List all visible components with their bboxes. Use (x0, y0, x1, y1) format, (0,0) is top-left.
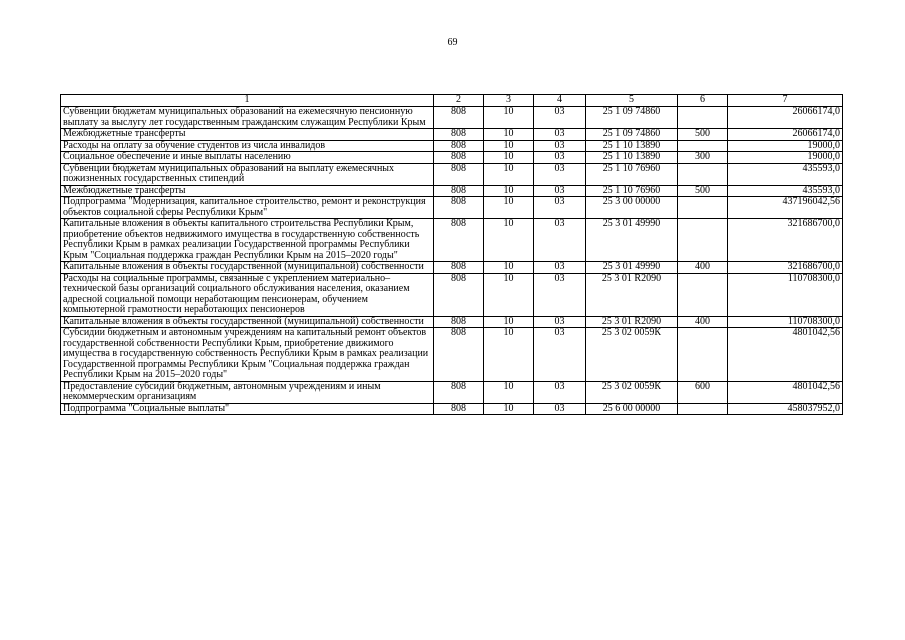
row-ved-code: 808 (434, 316, 484, 328)
table-row (61, 129, 843, 141)
table-row (61, 107, 843, 129)
row-subsection-code: 03 (534, 107, 586, 129)
column-header: 1 (61, 95, 434, 107)
column-header: 7 (728, 95, 843, 107)
row-name: Субвенции бюджетам муниципальных образований на ежемесячную пенсионную выплату за выслугу лет государственным гражданским служащим Республики Крым (61, 107, 434, 129)
table-row (61, 197, 843, 219)
table-row (61, 403, 843, 415)
row-section-code: 10 (484, 262, 534, 274)
row-subsection-code: 03 (534, 219, 586, 262)
row-section-code: 10 (484, 107, 534, 129)
row-name: Подпрограмма "Социальные выплаты" (61, 403, 434, 415)
table-row (61, 219, 843, 262)
row-name: Капитальные вложения в объекты капитального строительства Республики Крым, приобретение объектов недвижимого имущества в государственную собственность Республики Крым в рамках реализации Государственной программы Республики Крым "Социальная поддержка граждан Республики Крым на 2015–2020 годы" (61, 219, 434, 262)
row-target-article: 25 1 10 76960 (586, 163, 678, 185)
row-target-article: 25 3 01 R2090 (586, 273, 678, 316)
column-header: 5 (586, 95, 678, 107)
row-name: Предоставление субсидий бюджетным, автономным учреждениям и иным некоммерческим организациям (61, 381, 434, 403)
row-amount: 26066174,0 (728, 129, 843, 141)
row-name: Капитальные вложения в объекты государственной (муниципальной) собственности (61, 316, 434, 328)
table-row (61, 328, 843, 382)
row-section-code: 10 (484, 403, 534, 415)
row-section-code: 10 (484, 219, 534, 262)
table-row (61, 185, 843, 197)
row-subsection-code: 03 (534, 328, 586, 382)
row-name: Межбюджетные трансферты (61, 129, 434, 141)
column-header: 4 (534, 95, 586, 107)
row-section-code: 10 (484, 381, 534, 403)
table-header-row (61, 95, 843, 107)
row-amount: 19000,0 (728, 140, 843, 152)
table-row (61, 316, 843, 328)
row-amount: 435593,0 (728, 185, 843, 197)
row-ved-code: 808 (434, 163, 484, 185)
budget-table (60, 94, 843, 415)
column-header: 2 (434, 95, 484, 107)
row-name: Субвенции бюджетам муниципальных образований на выплату ежемесячных пожизненных государственных стипендий (61, 163, 434, 185)
row-subsection-code: 03 (534, 129, 586, 141)
row-amount: 458037952,0 (728, 403, 843, 415)
row-ved-code: 808 (434, 129, 484, 141)
row-ved-code: 808 (434, 185, 484, 197)
row-amount: 435593,0 (728, 163, 843, 185)
row-ved-code: 808 (434, 328, 484, 382)
row-name: Социальное обеспечение и иные выплаты населению (61, 152, 434, 164)
table-row (61, 152, 843, 164)
row-section-code: 10 (484, 197, 534, 219)
row-amount: 437196042,56 (728, 197, 843, 219)
row-amount: 110708300,0 (728, 316, 843, 328)
column-header: 6 (678, 95, 728, 107)
row-section-code: 10 (484, 328, 534, 382)
row-target-article: 25 3 01 49990 (586, 262, 678, 274)
row-subsection-code: 03 (534, 140, 586, 152)
row-target-article: 25 3 01 R2090 (586, 316, 678, 328)
row-amount: 19000,0 (728, 152, 843, 164)
row-subsection-code: 03 (534, 273, 586, 316)
row-ved-code: 808 (434, 219, 484, 262)
row-amount: 26066174,0 (728, 107, 843, 129)
row-amount: 321686700,0 (728, 219, 843, 262)
row-subsection-code: 03 (534, 403, 586, 415)
row-amount: 110708300,0 (728, 273, 843, 316)
row-target-article: 25 1 09 74860 (586, 107, 678, 129)
row-target-article: 25 3 02 0059К (586, 328, 678, 382)
row-subsection-code: 03 (534, 197, 586, 219)
row-ved-code: 808 (434, 107, 484, 129)
row-name: Расходы на оплату за обучение студентов из числа инвалидов (61, 140, 434, 152)
table-row (61, 140, 843, 152)
row-target-article: 25 6 00 00000 (586, 403, 678, 415)
row-ved-code: 808 (434, 403, 484, 415)
row-section-code: 10 (484, 316, 534, 328)
row-expense-type (678, 273, 728, 316)
row-expense-type: 500 (678, 129, 728, 141)
row-subsection-code: 03 (534, 262, 586, 274)
row-amount: 4801042,56 (728, 328, 843, 382)
row-name: Межбюджетные трансферты (61, 185, 434, 197)
row-subsection-code: 03 (534, 381, 586, 403)
page-number: 69 (447, 37, 458, 48)
row-expense-type (678, 163, 728, 185)
row-subsection-code: 03 (534, 316, 586, 328)
row-expense-type (678, 328, 728, 382)
row-expense-type (678, 107, 728, 129)
row-subsection-code: 03 (534, 163, 586, 185)
row-expense-type (678, 197, 728, 219)
row-name: Подпрограмма "Модернизация, капитальное строительство, ремонт и реконструкция объектов социальной сферы Республики Крым" (61, 197, 434, 219)
table-row (61, 381, 843, 403)
row-target-article: 25 1 10 76960 (586, 185, 678, 197)
row-subsection-code: 03 (534, 152, 586, 164)
row-target-article: 25 1 10 13890 (586, 140, 678, 152)
row-expense-type (678, 219, 728, 262)
row-expense-type: 300 (678, 152, 728, 164)
table-row (61, 273, 843, 316)
table-body (61, 107, 843, 415)
table-row (61, 262, 843, 274)
row-ved-code: 808 (434, 140, 484, 152)
table-row (61, 163, 843, 185)
row-subsection-code: 03 (534, 185, 586, 197)
row-expense-type: 400 (678, 262, 728, 274)
row-section-code: 10 (484, 163, 534, 185)
row-target-article: 25 1 09 74860 (586, 129, 678, 141)
row-target-article: 25 3 01 49990 (586, 219, 678, 262)
row-section-code: 10 (484, 273, 534, 316)
row-amount: 321686700,0 (728, 262, 843, 274)
row-target-article: 25 3 02 0059К (586, 381, 678, 403)
row-expense-type: 500 (678, 185, 728, 197)
row-section-code: 10 (484, 129, 534, 141)
row-section-code: 10 (484, 185, 534, 197)
row-ved-code: 808 (434, 262, 484, 274)
row-section-code: 10 (484, 152, 534, 164)
row-expense-type: 600 (678, 381, 728, 403)
row-name: Капитальные вложения в объекты государственной (муниципальной) собственности (61, 262, 434, 274)
row-name: Субсидии бюджетным и автономным учреждениям на капитальный ремонт объектов государственной собственности Республики Крым, приобретение движимого имущества в государственную собственность Республики Крым в рамках реализации Государственной программы Республики Крым "Социальная поддержка граждан Республики Крым на 2015–2020 годы" (61, 328, 434, 382)
row-expense-type (678, 140, 728, 152)
column-header: 3 (484, 95, 534, 107)
row-expense-type: 400 (678, 316, 728, 328)
row-ved-code: 808 (434, 273, 484, 316)
row-amount: 4801042,56 (728, 381, 843, 403)
row-name: Расходы на социальные программы, связанные с укреплением материально–технической базы организаций социального обслуживания населения, оказанием адресной социальной помощи неработающим пенсионерам, обучением компьютерной грамотности неработающих пенсионеров (61, 273, 434, 316)
row-target-article: 25 3 00 00000 (586, 197, 678, 219)
row-ved-code: 808 (434, 152, 484, 164)
row-target-article: 25 1 10 13890 (586, 152, 678, 164)
row-ved-code: 808 (434, 197, 484, 219)
row-section-code: 10 (484, 140, 534, 152)
row-ved-code: 808 (434, 381, 484, 403)
row-expense-type (678, 403, 728, 415)
